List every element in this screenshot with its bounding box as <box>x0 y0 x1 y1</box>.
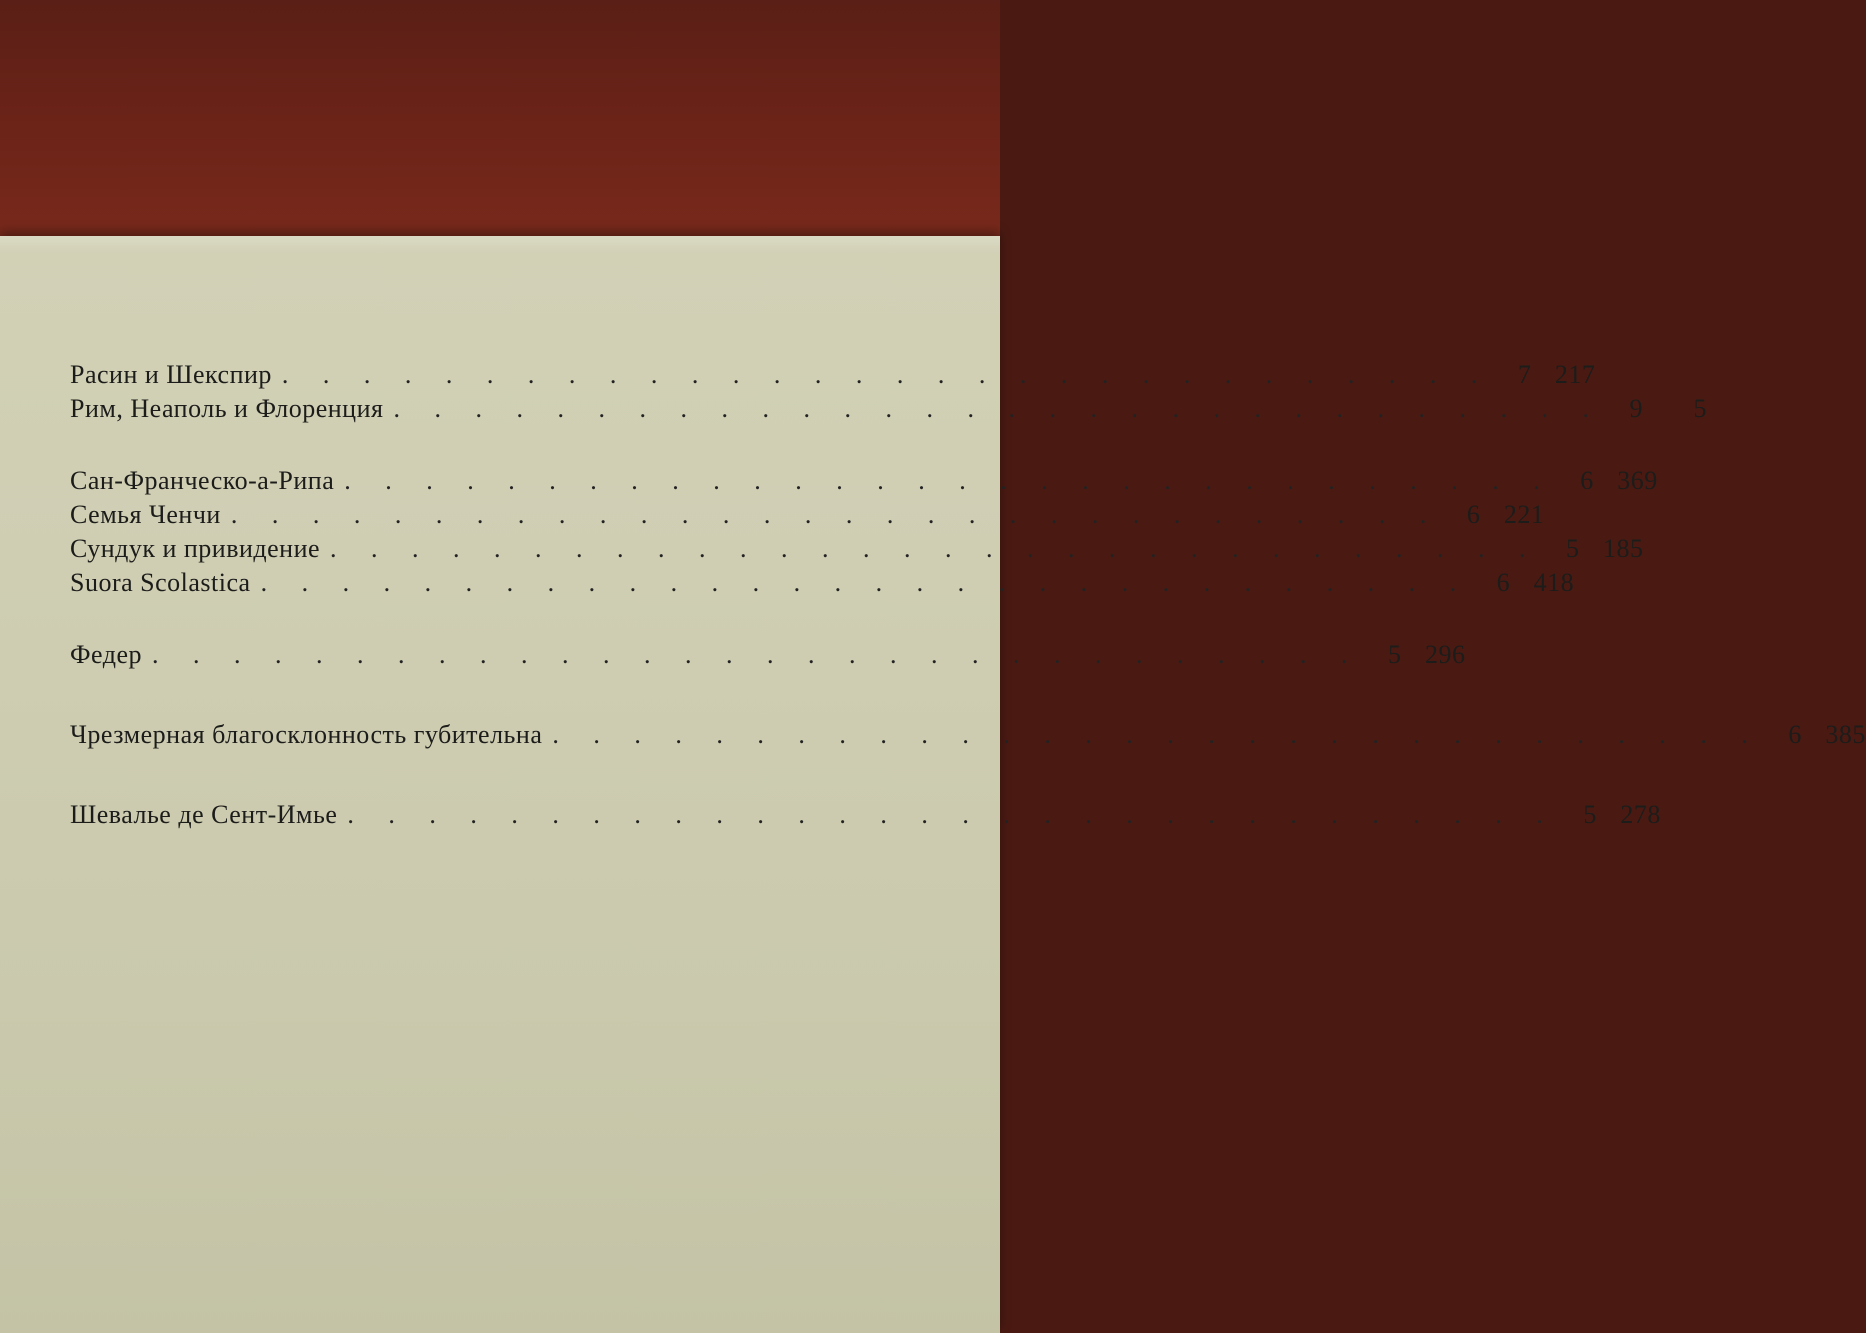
toc-entry <box>70 360 1596 394</box>
entry-volume: 6 <box>1496 568 1511 597</box>
entry-title: Федер <box>70 640 143 669</box>
dot-leader: . . . . . . . . . . . . . . . . . . . . . . . . . . . . . . <box>330 534 1540 563</box>
entry-volume: 6 <box>1466 500 1481 529</box>
entry-page: 296 <box>1425 640 1466 669</box>
entry-title: Расин и Шекспир <box>70 360 272 389</box>
entry-title: Сан-Франческо-а-Рипа <box>70 466 335 495</box>
dot-leader: . . . . . . . . . . . . . . . . . . . . . . . . . . . . . . <box>393 394 1603 423</box>
group-spacer <box>70 754 900 800</box>
dot-leader: . . . . . . . . . . . . . . . . . . . . . . . . . . . . . . <box>230 500 1441 529</box>
dot-leader: . . . . . . . . . . . . . . . . . . . . . . . . . . . . . . <box>347 800 1557 829</box>
dot-leader: . . . . . . . . . . . . . . . . . . . . . . . . . . . . . . <box>344 466 1554 495</box>
book-cover-background <box>0 0 1000 260</box>
dot-leader: . . . . . . . . . . . . . . . . . . . . . . . . . . . . . . <box>281 360 1492 389</box>
entry-title: Рим, Неаполь и Флоренция <box>70 394 384 423</box>
entry-page: 278 <box>1620 800 1661 829</box>
entry-page: 369 <box>1617 466 1658 495</box>
entry-page: 418 <box>1533 568 1575 597</box>
group-spacer <box>70 602 900 640</box>
toc-entry <box>70 568 1575 602</box>
entry-title: Шевалье де Сент-Имье <box>70 800 338 829</box>
entry-volume: 5 <box>1388 640 1402 669</box>
entry-page: 5 <box>1693 394 1707 423</box>
toc-entry <box>70 500 1545 534</box>
table-of-contents <box>70 360 1866 834</box>
entry-volume: 6 <box>1788 720 1802 749</box>
toc-entry <box>70 640 1466 674</box>
dot-leader: . . . . . . . . . . . . . . . . . . . . . . . . . . . . . . <box>152 640 1362 669</box>
entry-title: Семья Ченчи <box>70 500 221 529</box>
entry-page: 185 <box>1603 534 1644 563</box>
group-spacer <box>70 674 900 720</box>
entry-volume: 5 <box>1583 800 1597 829</box>
entry-volume: 7 <box>1517 360 1532 389</box>
entry-volume: 5 <box>1566 534 1580 563</box>
toc-entry <box>70 800 1661 834</box>
entry-page: 217 <box>1554 360 1596 389</box>
toc-entry <box>70 534 1644 568</box>
dot-leader: . . . . . . . . . . . . . . . . . . . . . . . . . . . . . . <box>260 568 1471 597</box>
entry-title: Сундук и привидение <box>70 534 321 563</box>
entry-volume: 6 <box>1580 466 1594 495</box>
entry-volume: 9 <box>1629 394 1643 423</box>
entry-title: Suora Scolastica <box>70 568 251 597</box>
dot-leader: . . . . . . . . . . . . . . . . . . . . . . . . . . . . . . <box>552 720 1762 749</box>
entry-title: Чрезмерная благосклонность губительна <box>70 720 543 749</box>
group-spacer <box>70 428 900 466</box>
toc-entry <box>70 720 1866 754</box>
toc-entry <box>70 394 1707 428</box>
toc-entry <box>70 466 1658 500</box>
entry-page: 221 <box>1503 500 1545 529</box>
entry-page: 385 <box>1825 720 1866 749</box>
